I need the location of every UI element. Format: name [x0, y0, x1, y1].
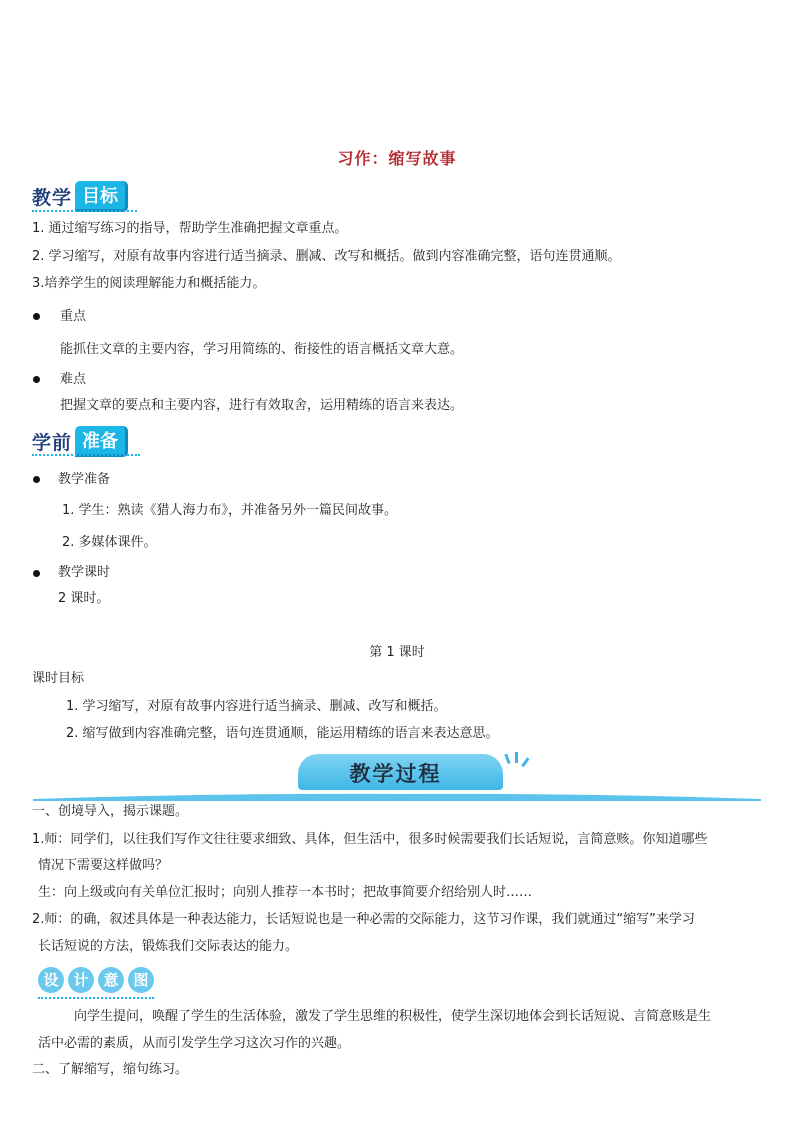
- design-chip: 意: [98, 967, 124, 993]
- key-point-label: 重点: [60, 309, 87, 324]
- process-band-shape: [33, 793, 761, 801]
- section-header-prep: [32, 426, 128, 457]
- lesson-title: 第 1 课时: [369, 645, 425, 660]
- design-chip: 图: [128, 967, 154, 993]
- section-header-objectives: [32, 181, 128, 212]
- process-paragraph-2-cont: 长话短说的方法，锻炼我们交际表达的能力。: [38, 939, 299, 954]
- process-step-2: 二、了解缩写，缩句练习。: [32, 1062, 189, 1077]
- hours-value: 2 课时。: [58, 591, 110, 606]
- page-title: 习作：缩写故事: [337, 149, 457, 168]
- section-header-boxed: 目标: [75, 181, 128, 212]
- section-header-plain: 教学: [32, 187, 73, 209]
- teaching-prep-item-1: 1. 学生：熟读《猎人海力布》，并准备另外一篇民间故事。: [62, 503, 398, 518]
- design-intent-header: [38, 967, 154, 993]
- sparkle-icon: [502, 752, 536, 774]
- process-paragraph-2: 2.师：的确，叙述具体是一种表达能力，长话短说也是一种必需的交际能力，这节习作课，我们就通过“缩写”来学习: [32, 912, 695, 927]
- teaching-prep-item-2: 2. 多媒体课件。: [62, 535, 157, 550]
- process-paragraph-1-cont: 情况下需要这样做吗？: [38, 858, 169, 873]
- section-header-plain: 学前: [32, 432, 73, 454]
- objective-2: 2. 学习缩写，对原有故事内容进行适当摘录、删减、改写和概括。做到内容准确完整，语句连贯通顺。: [32, 249, 621, 264]
- key-point-text: 能抓住文章的主要内容，学习用简练的、衔接性的语言概括文章大意。: [60, 342, 464, 357]
- process-step-1: 一、创境导入，揭示课题。: [32, 804, 189, 819]
- section-underline: [32, 210, 137, 212]
- hours-label: 教学课时: [58, 565, 111, 580]
- process-paragraph-1: 1.师：同学们，以往我们写作文往往要求细致、具体，但生活中，很多时候需要我们长话短说，言简意赅。你知道哪些: [32, 832, 708, 847]
- design-underline: [38, 997, 154, 999]
- lesson-goal-2: 2. 缩写做到内容准确完整，语句连贯通顺，能运用精练的语言来表达意思。: [66, 726, 499, 741]
- teaching-prep-label: 教学准备: [58, 472, 111, 487]
- difficulty-text: 把握文章的要点和主要内容，进行有效取舍，运用精练的语言来表达。: [60, 398, 464, 413]
- design-text-2: 活中必需的素质，从而引发学生学习这次习作的兴趣。: [38, 1036, 351, 1051]
- bullet-icon: [33, 476, 40, 483]
- design-text-1: 向学生提问，唤醒了学生的生活体验，激发了学生思维的积极性，使学生深切地体会到长话短说、言简意赅是生: [74, 1009, 712, 1024]
- objective-1: 1. 通过缩写练习的指导，帮助学生准确把握文章重点。: [32, 221, 348, 236]
- lesson-goal-1: 1. 学习缩写，对原有故事内容进行适当摘录、删减、改写和概括。: [66, 699, 447, 714]
- bullet-icon: [33, 570, 40, 577]
- difficulty-label: 难点: [60, 372, 87, 387]
- section-header-boxed: 准备: [75, 426, 128, 457]
- lesson-goals-label: 课时目标: [32, 671, 85, 686]
- design-chip: 计: [68, 967, 94, 993]
- bullet-icon: [33, 313, 40, 320]
- design-chip: 设: [38, 967, 64, 993]
- objective-3: 3.培养学生的阅读理解能力和概括能力。: [32, 276, 266, 291]
- bullet-icon: [33, 376, 40, 383]
- process-banner-title: 教学过程: [349, 762, 442, 786]
- section-underline: [32, 454, 140, 456]
- process-answer: 生：向上级或向有关单位汇报时；向别人推荐一本书时；把故事简要介绍给别人时……: [38, 885, 533, 900]
